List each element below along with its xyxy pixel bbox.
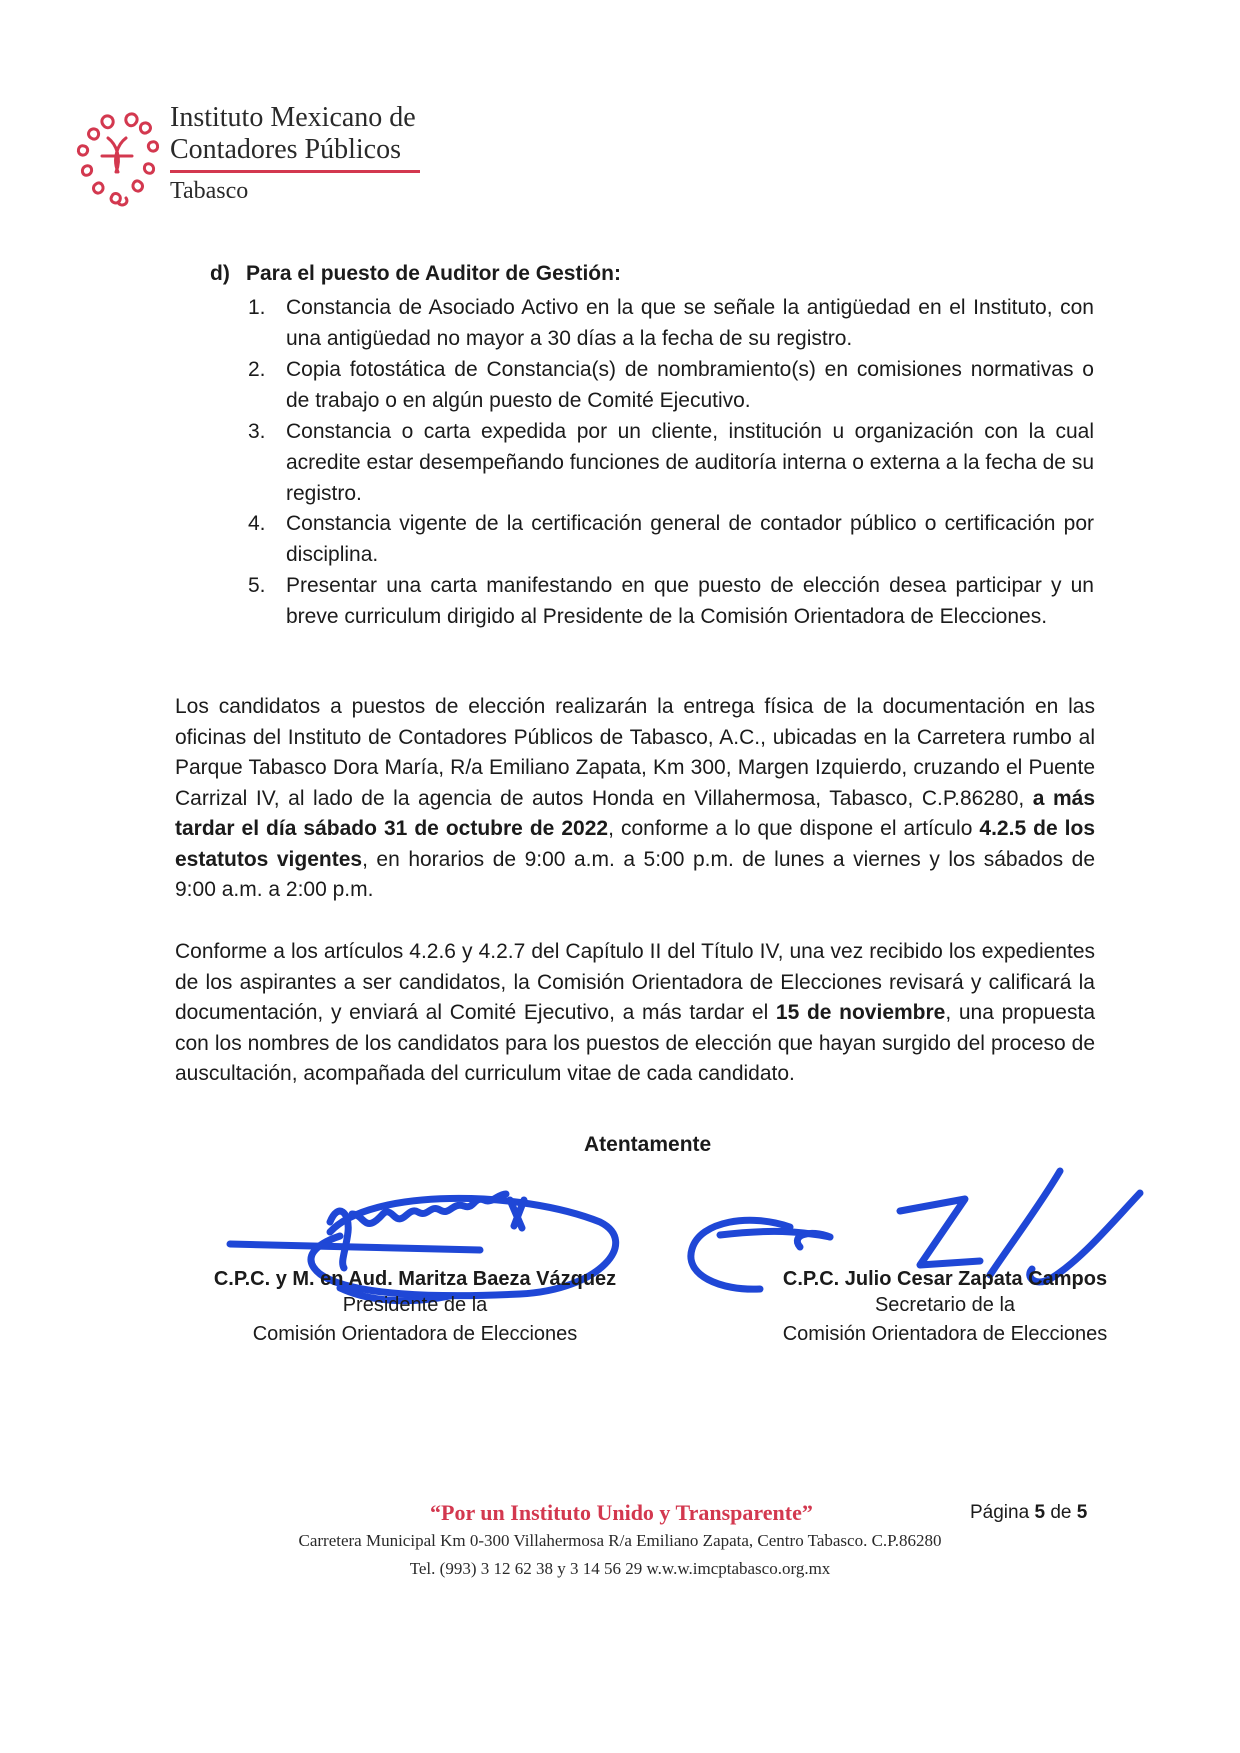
requirement-number: 4. [248, 512, 266, 535]
org-name-line3: Tabasco [170, 178, 249, 204]
requirement-item [248, 508, 1094, 570]
paragraph-text: , una propuesta con los nombres de los candidatos para los puestos de elección que hayan surgido del proceso de auscultación, acompañada del curriculum vitae de cada candidato. [175, 1001, 1095, 1085]
paragraph-text: , conforme a lo que dispone el artículo [608, 817, 980, 840]
signer-role: Comisión Orientadora de Elecciones [252, 1323, 578, 1345]
statute-reference: 4.2.5 de los estatutos vigentes [175, 817, 1096, 871]
page-prefix: Página [970, 1502, 1030, 1523]
paragraph-text: Conforme a los artículos 4.2.6 y 4.2.7 del Capítulo II del Título IV, una vez recibido los expedientes de los aspirantes a ser candidatos, la Comisión Orientadora de Elecciones revisará y calificará la documentación, y enviará al Comité Ejecutivo, a más tardar el [175, 940, 1095, 1024]
closing-word: Atentamente [584, 1133, 712, 1156]
requirement-number: 2. [248, 358, 266, 381]
page-current: 5 [1034, 1502, 1046, 1523]
requirement-number: 5. [248, 574, 266, 597]
signer-name: C.P.C. y M. en Aud. Maritza Baeza Vázquez [213, 1268, 617, 1290]
section-heading [210, 262, 621, 286]
requirement-text: Constancia o carta expedida por un cliente, institución u organización con la cual acredite estar desempeñando funciones de auditoría interna o externa a la fecha de su registro. [286, 420, 1094, 505]
footer-slogan: “Por un Instituto Unido y Transparente” [430, 1500, 813, 1525]
requirement-text: Constancia de Asociado Activo en la que se señale la antigüedad en el Instituto, con una antigüedad no mayor a 30 días a la fecha de su registro. [286, 296, 1094, 350]
requirement-item [248, 570, 1094, 632]
institute-logo-icon [72, 108, 162, 208]
signer-role: Secretario de la [874, 1294, 1016, 1316]
paragraph-text: Los candidatos a puestos de elección realizarán la entrega física de la documentación en las oficinas del Instituto de Contadores Públicos de Tabasco, A.C., ubicadas en la Carretera rumbo al Parque Tabasco Dora María, R/a Emiliano Zapata, Km 300, Margen Izquierdo, cruzando el Puente Carrizal IV, al lado de la agencia de autos Honda en Villahermosa, Tabasco, C.P.86280, [175, 695, 1095, 810]
requirement-item [248, 354, 1094, 416]
requirement-number: 3. [248, 420, 266, 443]
requirement-number: 1. [248, 296, 266, 319]
footer-address: Carretera Municipal Km 0-300 Villahermosa R/a Emiliano Zapata, Centro Tabasco. C.P.86280 [298, 1531, 942, 1550]
page-sep: de [1050, 1502, 1072, 1523]
signer-role: Comisión Orientadora de Elecciones [782, 1323, 1108, 1345]
requirement-text: Copia fotostática de Constancia(s) de nombramiento(s) en comisiones normativas o de trabajo o en algún puesto de Comité Ejecutivo. [286, 358, 1094, 412]
deadline-text: 15 de noviembre [775, 1001, 946, 1024]
deadline-text: a más tardar el día sábado 31 de octubre de 2022 [175, 786, 1095, 840]
page-total: 5 [1076, 1502, 1088, 1523]
requirement-item [248, 416, 1094, 509]
signer-role: Presidente de la [342, 1294, 488, 1316]
signature-block-president [180, 1268, 650, 1349]
delivery-paragraph [175, 692, 1095, 906]
review-paragraph [175, 937, 1095, 1090]
signer-name: C.P.C. Julio Cesar Zapata Campos [782, 1268, 1108, 1290]
header-divider [170, 170, 420, 173]
org-name-line2: Contadores Públicos [170, 134, 401, 165]
requirement-item [248, 292, 1094, 354]
requirement-text: Constancia vigente de la certificación general de contador público o certificación por disciplina. [286, 512, 1094, 566]
section-title: Para el puesto de Auditor de Gestión: [246, 262, 621, 285]
footer-contact: Tel. (993) 3 12 62 38 y 3 14 56 29 w.w.w.imcptabasco.org.mx [409, 1559, 831, 1578]
paragraph-text: , en horarios de 9:00 a.m. a 5:00 p.m. de lunes a viernes y los sábados de 9:00 a.m. a 2:00 p.m. [175, 847, 1095, 901]
page-indicator [970, 1502, 1087, 1524]
section-letter: d) [210, 262, 230, 285]
requirement-text: Presentar una carta manifestando en que puesto de elección desea participar y un breve curriculum dirigido al Presidente de la Comisión Orientadora de Elecciones. [286, 574, 1094, 628]
signature-block-secretary [745, 1268, 1145, 1349]
org-name-line1: Instituto Mexicano de [170, 102, 416, 133]
